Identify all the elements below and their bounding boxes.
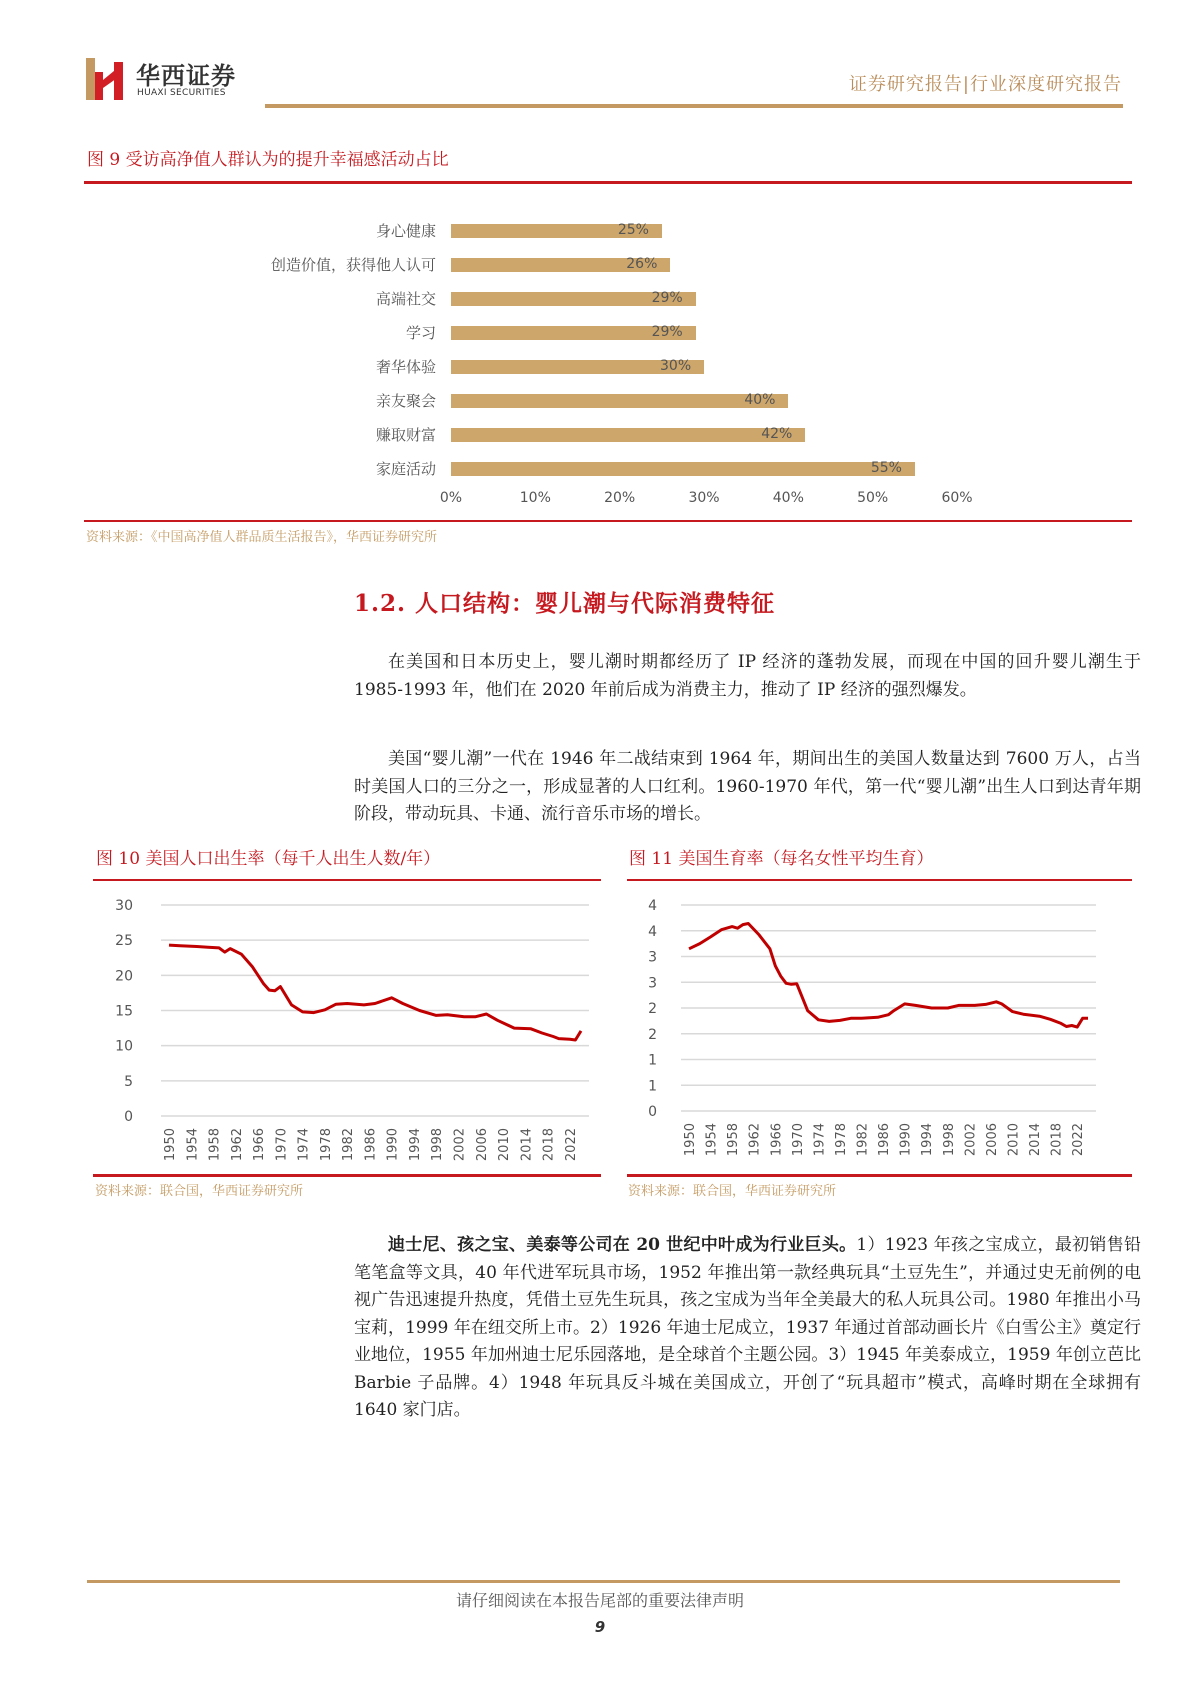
x-tick-label: 1978 xyxy=(833,1123,849,1157)
figure9-title: 图 9 受访高净值人群认为的提升幸福感活动占比 xyxy=(87,150,449,170)
y-tick-label: 1 xyxy=(648,1052,657,1069)
section-heading: 1.2. 人口结构：婴儿潮与代际消费特征 xyxy=(354,590,776,617)
paragraph-2: 美国“婴儿潮”一代在 1946 年二战结束到 1964 年，期间出生的美国人数量达到 7600 万人，占当时美国人口的三分之一，形成显著的人口红利。1960-1970 年代，第一代“婴儿潮”出生人口到达青年期阶段，带动玩具、卡通、流行音乐市场的增长。 xyxy=(354,749,1141,824)
paragraph-3-body: 1）1923 年孩之宝成立，最初销售铅笔笔盒等文具，40 年代进军玩具市场，1952 年推出第一款经典玩具“土豆先生”，并通过史无前例的电视广告迅速提升热度，凭借土豆先生玩具，孩之宝成为当年全美最大的私人玩具公司。1980 年推出小马宝莉，1999 年在纽交所上市。2）1926 年迪士尼成立，1937 年通过首部动画长片《白雪公主》奠定行业地位，1955 年加州迪士尼乐园落地，是全球首个主题公园。3）1945 年美泰成立，1959 年创立芭比 Barbie 子品牌。4）1948 年玩具反斗城在美国成立，开创了“玩具超市”模式，高峰时期在全球拥有 1640 家门店。 xyxy=(354,1235,1141,1420)
x-tick-label: 1970 xyxy=(790,1123,806,1157)
x-tick-label: 1998 xyxy=(430,1128,446,1162)
x-tick-label: 1958 xyxy=(726,1123,742,1157)
x-tick-label: 1994 xyxy=(407,1128,423,1162)
x-tick-label: 1954 xyxy=(185,1128,201,1162)
bar-value-label: 26% xyxy=(626,256,658,272)
y-tick-label: 1 xyxy=(648,1078,657,1095)
y-tick-label: 3 xyxy=(648,975,657,992)
x-tick-label: 40% xyxy=(772,490,804,506)
x-tick-label: 2010 xyxy=(1006,1123,1022,1157)
x-tick-label: 2022 xyxy=(563,1128,579,1162)
x-tick-label: 1970 xyxy=(274,1128,290,1162)
x-tick-label: 2018 xyxy=(541,1128,557,1162)
x-tick-label: 1962 xyxy=(229,1128,245,1162)
x-tick-label: 1994 xyxy=(920,1123,936,1157)
figure10-line-chart xyxy=(93,885,603,1175)
bar-category-label: 家庭活动 xyxy=(375,460,436,478)
bar-category-label: 高端社交 xyxy=(375,290,436,308)
footer-divider xyxy=(87,1580,1120,1583)
figure10-bottom-rule xyxy=(93,1174,601,1177)
x-tick-label: 50% xyxy=(857,490,889,506)
y-tick-label: 10 xyxy=(115,1038,133,1055)
figure11-source: 资料来源：联合国，华西证券研究所 xyxy=(628,1184,837,1199)
x-tick-label: 1986 xyxy=(363,1128,379,1162)
figure11-bottom-rule xyxy=(627,1174,1132,1177)
x-tick-label: 2006 xyxy=(984,1123,1000,1157)
figure9-bottom-rule xyxy=(84,520,1132,522)
brand-name-cn: 华西证券 xyxy=(136,61,236,90)
x-tick-label: 1966 xyxy=(252,1128,268,1162)
bar xyxy=(451,394,788,408)
x-tick-label: 20% xyxy=(604,490,636,506)
bar-category-label: 身心健康 xyxy=(375,222,436,240)
bar-category-label: 赚取财富 xyxy=(375,426,436,444)
x-tick-label: 2002 xyxy=(452,1128,468,1162)
bar-value-label: 30% xyxy=(660,358,692,374)
x-tick-label: 1962 xyxy=(747,1123,763,1157)
x-tick-label: 0% xyxy=(439,490,463,506)
x-tick-label: 2010 xyxy=(497,1128,513,1162)
x-tick-label: 1978 xyxy=(318,1128,334,1162)
x-tick-label: 1998 xyxy=(941,1123,957,1157)
y-tick-label: 2 xyxy=(648,1026,657,1043)
y-tick-label: 20 xyxy=(115,968,133,985)
x-tick-label: 1990 xyxy=(385,1128,401,1162)
y-tick-label: 0 xyxy=(648,1104,657,1120)
x-tick-label: 1966 xyxy=(769,1123,785,1157)
x-tick-label: 60% xyxy=(941,490,973,506)
bar xyxy=(451,462,915,476)
x-tick-label: 1982 xyxy=(855,1123,871,1157)
y-tick-label: 0 xyxy=(124,1109,133,1125)
x-tick-label: 2014 xyxy=(1028,1123,1044,1157)
bar-category-label: 亲友聚会 xyxy=(375,392,436,410)
figure11-top-rule xyxy=(627,879,1132,881)
x-tick-label: 1974 xyxy=(812,1123,828,1157)
x-tick-label: 1950 xyxy=(683,1123,698,1157)
y-tick-label: 5 xyxy=(124,1073,133,1090)
bar-category-label: 奢华体验 xyxy=(375,358,436,376)
x-tick-label: 2002 xyxy=(963,1123,979,1157)
x-tick-label: 2014 xyxy=(519,1128,535,1162)
bar-category-label: 创造价值，获得他人认可 xyxy=(270,256,436,274)
report-type: 证券研究报告|行业深度研究报告 xyxy=(848,74,1122,95)
y-tick-label: 15 xyxy=(115,1003,133,1020)
y-tick-label: 4 xyxy=(648,923,657,940)
figure10-source: 资料来源：联合国，华西证券研究所 xyxy=(95,1184,304,1199)
y-tick-label: 2 xyxy=(648,1001,657,1017)
x-tick-label: 1954 xyxy=(704,1123,720,1157)
figure10-title: 图 10 美国人口出生率（每千人出生人数/年） xyxy=(96,849,441,869)
footer-disclaimer: 请仔细阅读在本报告尾部的重要法律声明 xyxy=(455,1591,744,1610)
paragraph-3 xyxy=(354,1232,1141,1425)
x-tick-label: 1986 xyxy=(877,1123,893,1157)
x-tick-label: 2018 xyxy=(1049,1123,1065,1157)
bar xyxy=(451,428,805,442)
page-number: 9 xyxy=(594,1618,606,1636)
bar-value-label: 42% xyxy=(761,426,793,442)
figure10-top-rule xyxy=(93,879,601,881)
bar-category-label: 学习 xyxy=(405,324,436,342)
series-line xyxy=(689,924,1088,1028)
x-tick-label: 1958 xyxy=(207,1128,223,1162)
bar-value-label: 29% xyxy=(651,324,683,340)
y-tick-label: 4 xyxy=(648,898,657,914)
x-tick-label: 1950 xyxy=(163,1128,178,1162)
y-tick-label: 25 xyxy=(115,933,133,950)
x-tick-label: 30% xyxy=(688,490,720,506)
bar-value-label: 25% xyxy=(617,222,649,238)
brand-name-en: HUAXI SECURITIES xyxy=(137,88,226,98)
series-line xyxy=(169,945,581,1040)
paragraph-1: 在美国和日本历史上，婴儿潮时期都经历了 IP 经济的蓬勃发展，而现在中国的回升婴儿潮生于 1985-1993 年，他们在 2020 年前后成为消费主力，推动了 IP 经济的强烈爆发。 xyxy=(354,652,1141,700)
figure9-bar-chart xyxy=(0,0,1200,530)
x-tick-label: 1974 xyxy=(296,1128,312,1162)
x-tick-label: 2022 xyxy=(1071,1123,1087,1157)
x-tick-label: 10% xyxy=(519,490,551,506)
x-tick-label: 1990 xyxy=(898,1123,914,1157)
paragraph-3-lead: 迪士尼、孩之宝、美泰等公司在 20 世纪中叶成为行业巨头。 xyxy=(388,1235,857,1255)
bar-value-label: 40% xyxy=(744,392,776,408)
y-tick-label: 3 xyxy=(648,949,657,966)
x-tick-label: 1982 xyxy=(341,1128,357,1162)
bar-value-label: 55% xyxy=(870,460,902,476)
figure11-line-chart xyxy=(627,885,1133,1175)
x-tick-label: 2006 xyxy=(474,1128,490,1162)
bar-value-label: 29% xyxy=(651,290,683,306)
y-tick-label: 30 xyxy=(115,898,133,914)
figure9-source: 资料来源：《中国高净值人群品质生活报告》，华西证券研究所 xyxy=(86,530,438,545)
figure11-title: 图 11 美国生育率（每名女性平均生育） xyxy=(629,849,934,869)
